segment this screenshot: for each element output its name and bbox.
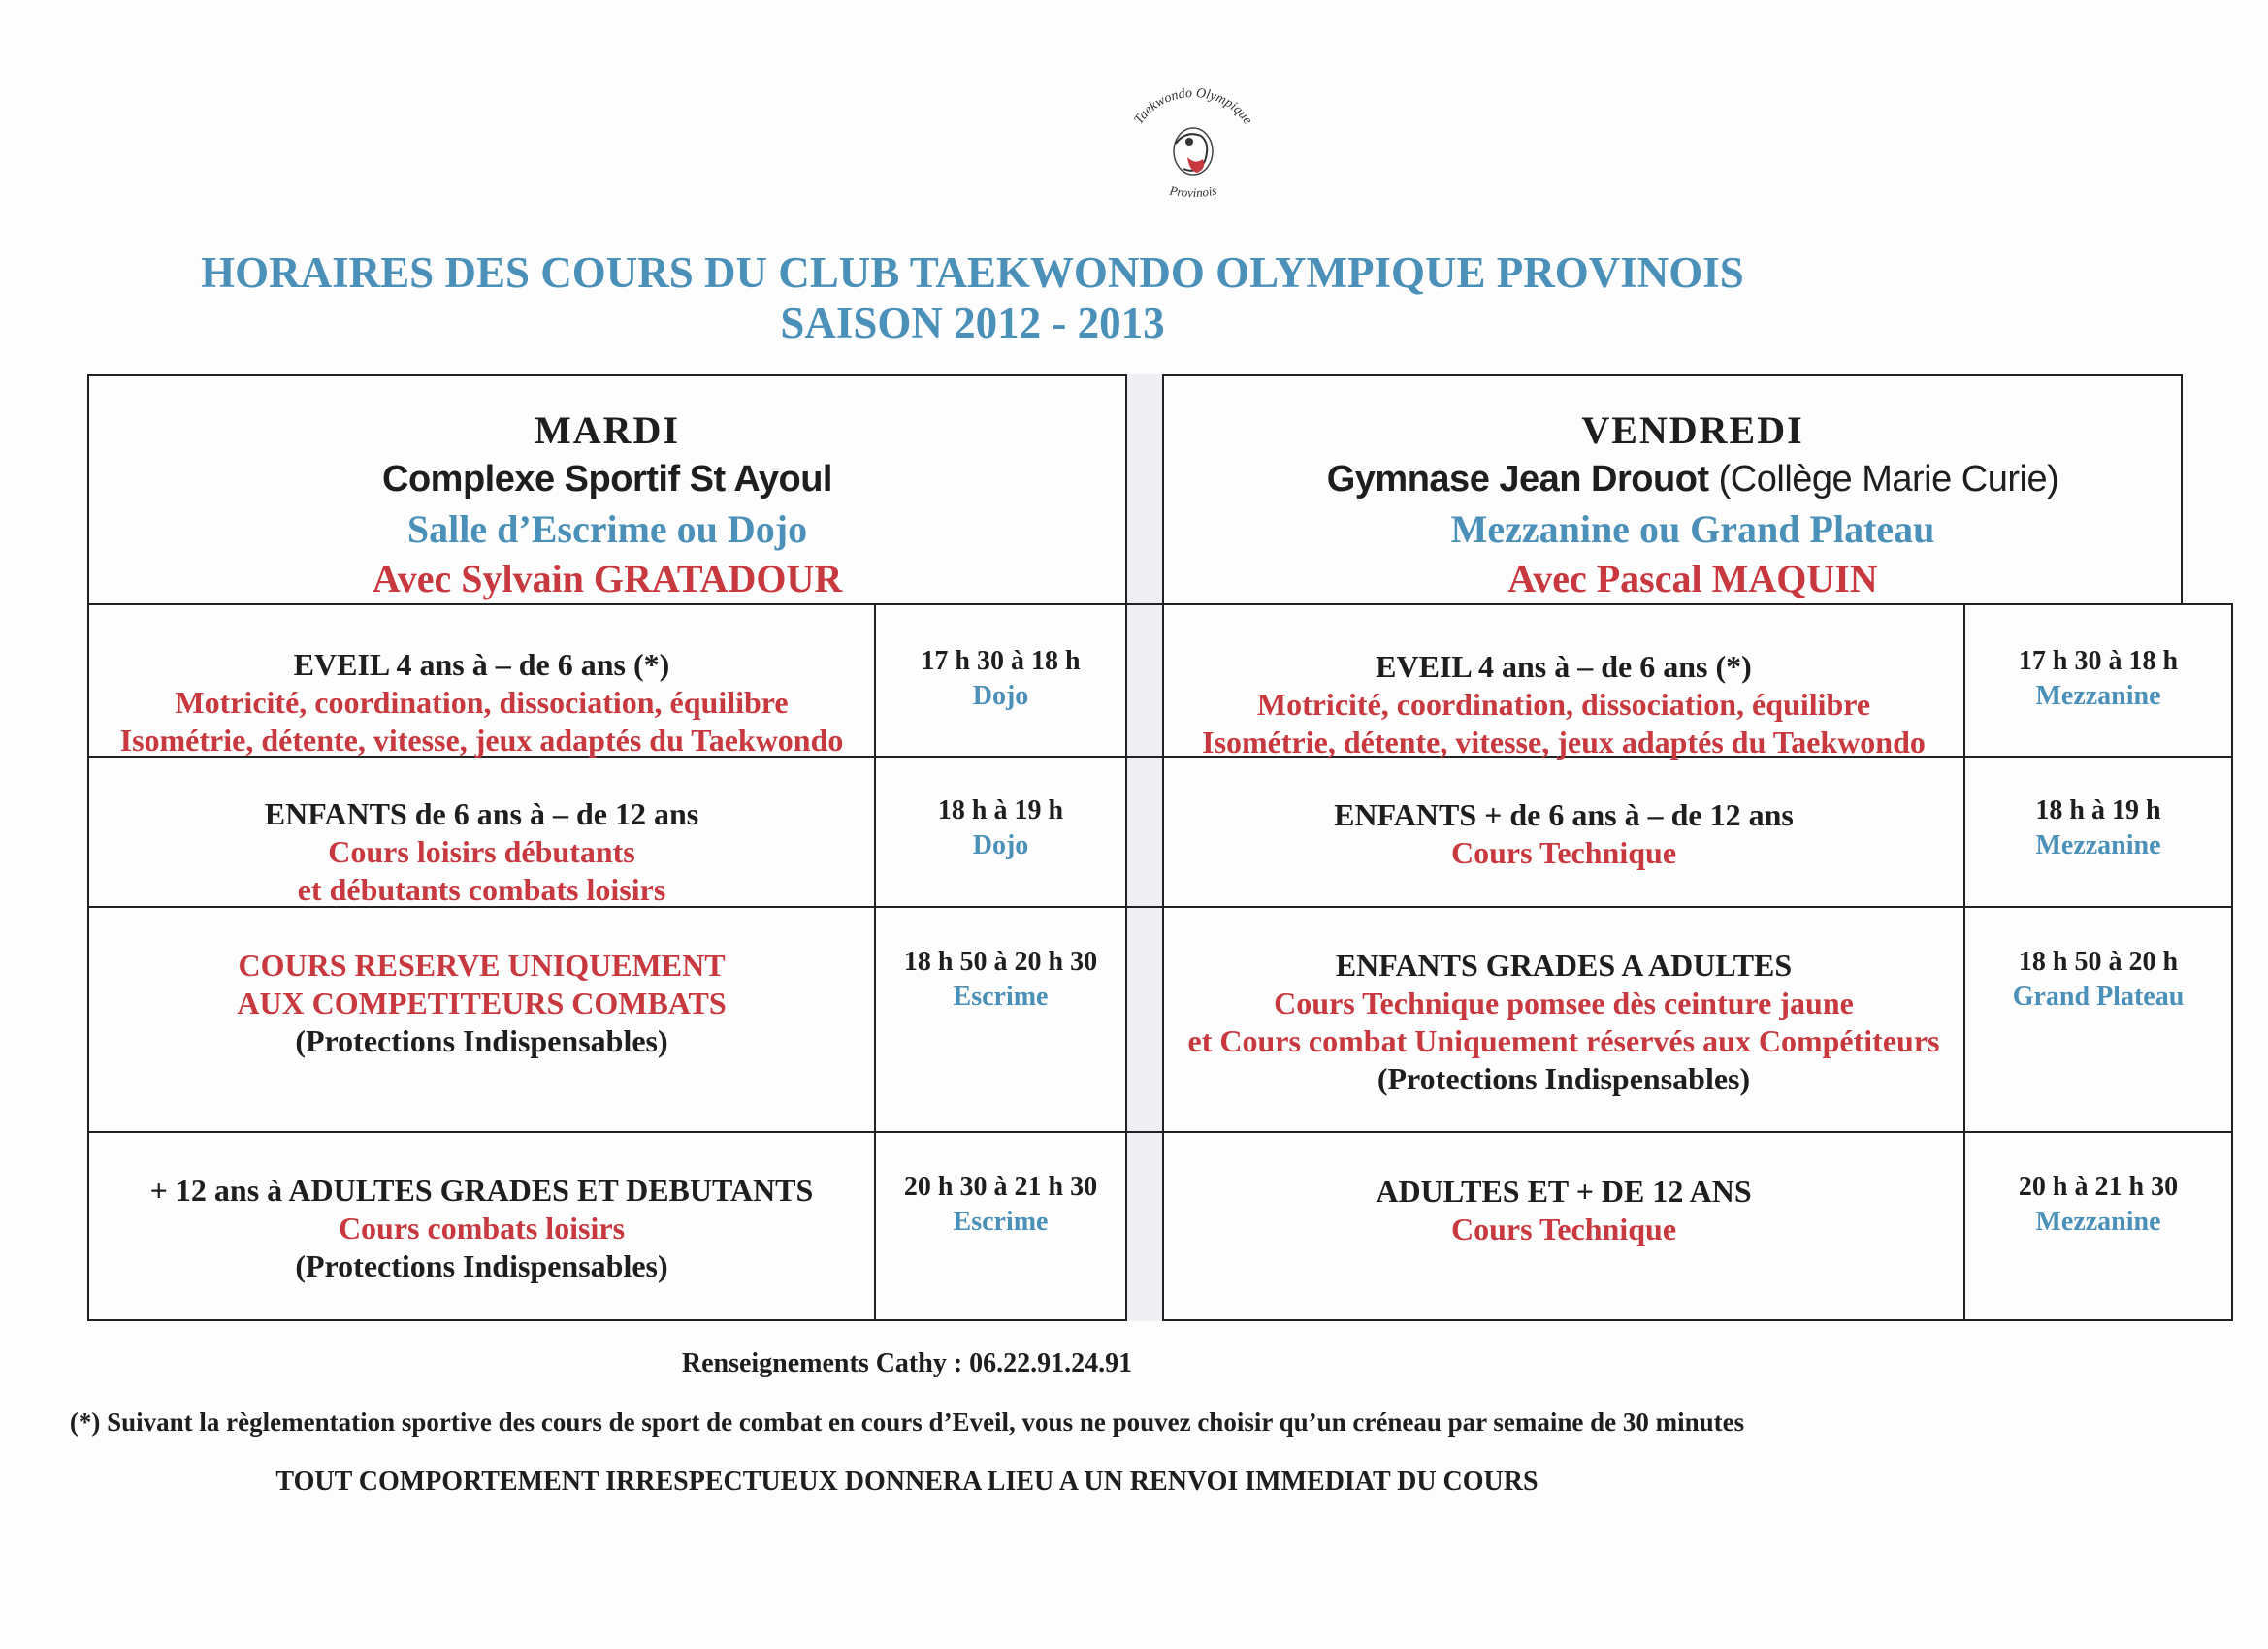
behavior-warning: TOUT COMPORTEMENT IRRESPECTUEUX DONNERA LIEU A UN RENVOI IMMEDIAT DU COURS bbox=[275, 1467, 1539, 1497]
page-title bbox=[0, 247, 1945, 348]
mardi-row-1-time bbox=[876, 644, 1125, 714]
svg-text:Taekwondo Olympique bbox=[1132, 86, 1255, 127]
course-line: + 12 ans à ADULTES GRADES ET DEBUTANTS bbox=[149, 1173, 814, 1208]
course-line: AUX COMPETITEURS COMBATS bbox=[237, 986, 727, 1020]
course-line: Cours Technique pomsee dès ceinture jaune bbox=[1274, 986, 1854, 1020]
vendredi-row-1-time bbox=[1965, 644, 2231, 714]
logo-text-bottom: Provinois bbox=[1168, 182, 1218, 201]
vendredi-header bbox=[1164, 405, 2221, 603]
course-line: ENFANTS + de 6 ans à – de 12 ans bbox=[1334, 797, 1794, 832]
course-line: Motricité, coordination, dissociation, équilibre bbox=[1256, 687, 1871, 722]
title-line-2: SAISON 2012 - 2013 bbox=[780, 299, 1165, 347]
time-slot: 20 h 30 à 21 h 30 bbox=[903, 1172, 1098, 1202]
time-place: Mezzanine bbox=[2035, 1207, 2161, 1237]
time-slot: 18 h à 19 h bbox=[937, 795, 1064, 825]
mardi-row-2-time bbox=[876, 793, 1125, 863]
mardi-venue: Complexe Sportif St Ayoul bbox=[382, 459, 832, 500]
course-line: EVEIL 4 ans à – de 6 ans (*) bbox=[1376, 649, 1752, 684]
day-vendredi: VENDREDI bbox=[1581, 408, 1804, 452]
table-border bbox=[2231, 603, 2233, 1321]
day-mardi: MARDI bbox=[535, 408, 680, 452]
course-line: Isométrie, détente, vitesse, jeux adaptés du Taekwondo bbox=[1202, 725, 1926, 760]
vendredi-row-2-course bbox=[1164, 796, 1963, 872]
row-divider bbox=[87, 1131, 2233, 1133]
table-border bbox=[1125, 374, 1127, 1321]
logo-text-top: Taekwondo Olympique bbox=[1131, 85, 1255, 128]
course-line: (Protections Indispensables) bbox=[1377, 1061, 1751, 1096]
vendredi-row-4-time bbox=[1965, 1170, 2231, 1240]
time-slot: 17 h 30 à 18 h bbox=[921, 646, 1081, 676]
svg-text:Provinois bbox=[1168, 182, 1218, 200]
vendredi-row-4-course bbox=[1164, 1173, 1963, 1248]
time-slot: 18 h 50 à 20 h 30 bbox=[903, 947, 1098, 977]
club-logo bbox=[1116, 76, 1271, 211]
contact-info: Renseignements Cathy : 06.22.91.24.91 bbox=[681, 1348, 1133, 1378]
course-line: Cours combats loisirs bbox=[338, 1211, 626, 1245]
time-place: Escrime bbox=[953, 982, 1049, 1012]
course-line: et Cours combat Uniquement réservés aux Compétiteurs bbox=[1187, 1023, 1940, 1058]
vendredi-venue bbox=[1164, 455, 2221, 504]
course-line: (Protections Indispensables) bbox=[295, 1248, 668, 1283]
mardi-row-3-time bbox=[876, 945, 1125, 1015]
course-line: (Protections Indispensables) bbox=[295, 1023, 668, 1058]
vendredi-row-1-course bbox=[1164, 648, 1963, 761]
course-line: ADULTES ET + DE 12 ANS bbox=[1376, 1174, 1752, 1209]
eveil-note: (*) Suivant la règlementation sportive des cours de sport de combat en cours d’Eveil, vous ne pouvez choisir qu’un créneau par semaine de 30 minutes bbox=[69, 1407, 1745, 1437]
time-slot: 17 h 30 à 18 h bbox=[2018, 646, 2179, 676]
course-line: Cours loisirs débutants bbox=[328, 834, 635, 869]
course-line: Cours Technique bbox=[1450, 1212, 1677, 1246]
time-place: Escrime bbox=[953, 1207, 1049, 1237]
course-line: EVEIL 4 ans à – de 6 ans (*) bbox=[293, 647, 670, 682]
course-line: ENFANTS de 6 ans à – de 12 ans bbox=[264, 796, 699, 831]
fighter-icon bbox=[1174, 128, 1213, 175]
time-place: Dojo bbox=[972, 681, 1029, 711]
vendredi-venue-sub: (Collège Marie Curie) bbox=[1718, 459, 2059, 500]
time-slot: 18 h 50 à 20 h bbox=[2018, 947, 2179, 977]
day-separator bbox=[1125, 374, 1164, 1321]
row-divider bbox=[87, 603, 2233, 605]
mardi-coach: Avec Sylvain GRATADOUR bbox=[372, 557, 843, 600]
mardi-room: Salle d’Escrime ou Dojo bbox=[406, 507, 808, 551]
vendredi-venue-name: Gymnase Jean Drouot bbox=[1326, 459, 1709, 500]
time-place: Mezzanine bbox=[2035, 830, 2161, 860]
mardi-row-4-time bbox=[876, 1170, 1125, 1240]
mardi-row-3-course bbox=[89, 947, 874, 1060]
vendredi-coach: Avec Pascal MAQUIN bbox=[1507, 557, 1878, 600]
time-place: Mezzanine bbox=[2035, 681, 2161, 711]
time-place: Grand Plateau bbox=[2012, 982, 2185, 1012]
vendredi-room: Mezzanine ou Grand Plateau bbox=[1450, 507, 1935, 551]
mardi-row-1-course bbox=[89, 646, 874, 760]
course-line: ENFANTS GRADES A ADULTES bbox=[1335, 948, 1793, 983]
time-slot: 18 h à 19 h bbox=[2035, 795, 2161, 825]
course-line: Motricité, coordination, dissociation, équilibre bbox=[175, 685, 789, 720]
mardi-row-4-course bbox=[89, 1172, 874, 1285]
course-line: Cours Technique bbox=[1450, 835, 1677, 870]
course-line: et débutants combats loisirs bbox=[297, 872, 666, 907]
mardi-header bbox=[89, 405, 1125, 603]
vendredi-row-2-time bbox=[1965, 793, 2231, 863]
mardi-row-2-course bbox=[89, 795, 874, 909]
time-slot: 20 h à 21 h 30 bbox=[2018, 1172, 2179, 1202]
title-line-1: HORAIRES DES COURS DU CLUB TAEKWONDO OLYMPIQUE PROVINOIS bbox=[201, 248, 1744, 297]
course-line: Isométrie, détente, vitesse, jeux adaptés du Taekwondo bbox=[119, 723, 844, 758]
vendredi-row-3-time bbox=[1965, 945, 2231, 1015]
course-line: COURS RESERVE UNIQUEMENT bbox=[238, 948, 726, 983]
time-place: Dojo bbox=[972, 830, 1029, 860]
vendredi-row-3-course bbox=[1164, 947, 1963, 1098]
